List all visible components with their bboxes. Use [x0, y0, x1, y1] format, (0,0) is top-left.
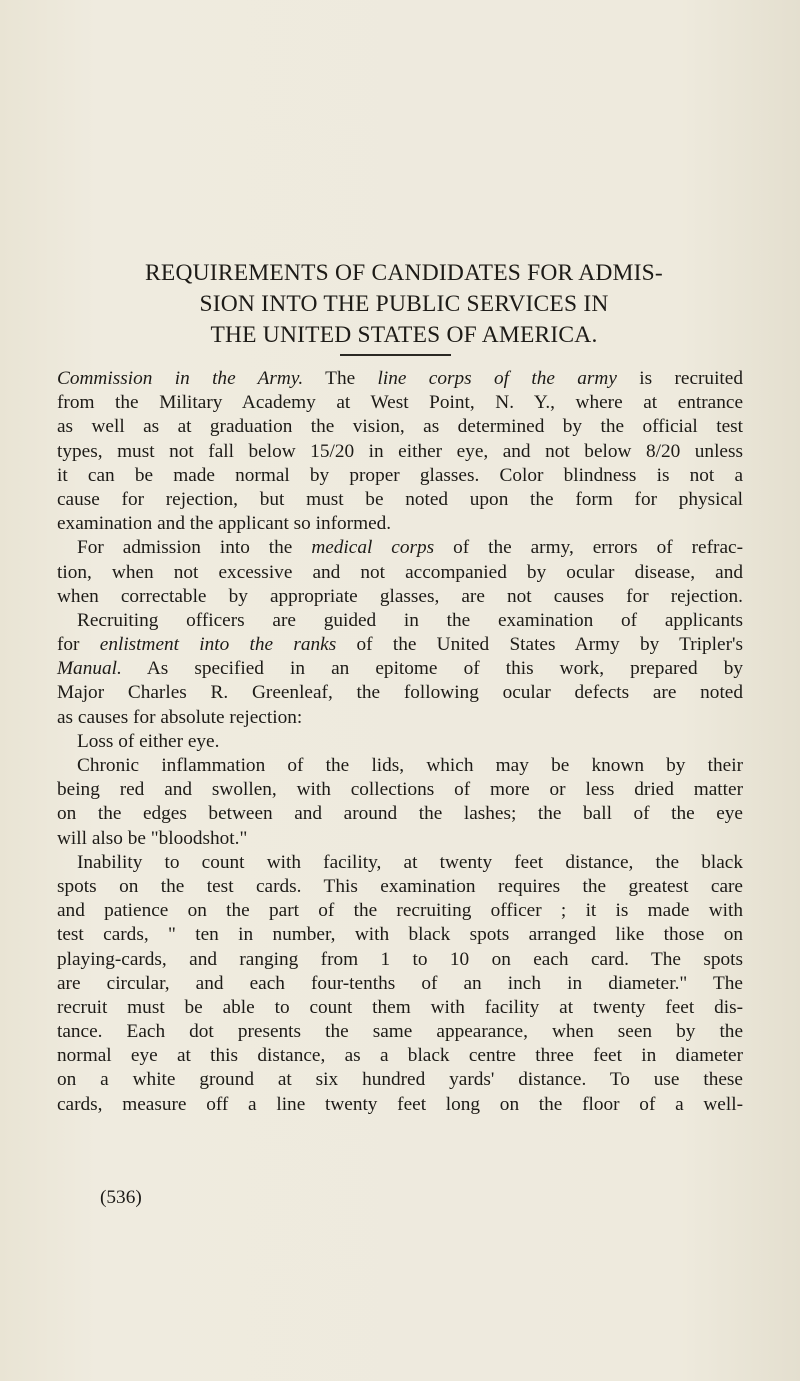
text-line: cause for rejection, but must be noted upon the form for physical — [57, 488, 743, 510]
title-line-2: SION INTO THE PUBLIC SERVICES IN — [199, 291, 609, 317]
text-line: Commission in the Army. The line corps of the army is recruited — [57, 368, 743, 389]
text-line: being red and swollen, with collections of more or less dried matter — [57, 779, 743, 801]
text-line: Major Charles R. Greenleaf, the following ocular defects are noted — [57, 682, 743, 704]
text-line: on the edges between and around the lashes; the ball of the eye — [57, 803, 743, 825]
text-line: are circular, and each four-tenths of an inch in diameter." The — [57, 972, 743, 994]
text-line: recruit must be able to count them with facility at twenty feet dis- — [57, 996, 743, 1018]
text-line: for enlistment into the ranks of the United States Army by Tripler's — [57, 634, 743, 656]
text-line: when correctable by appropriate glasses, are not causes for rejection. — [57, 585, 743, 607]
text-line: and patience on the part of the recruiting officer ; it is made with — [57, 900, 743, 922]
title-line-3: THE UNITED STATES OF AMERICA. — [210, 322, 598, 348]
text-line: types, must not fall below 15/20 in either eye, and not below 8/20 unless — [57, 440, 743, 462]
text-line: cards, measure off a line twenty feet long on the floor of a well- — [57, 1093, 743, 1115]
text-line: will also be "bloodshot." — [57, 827, 248, 849]
page-title — [58, 258, 750, 351]
text-line: Inability to count with facility, at twenty feet distance, the black — [77, 851, 743, 873]
body-text — [57, 367, 743, 1117]
text-line: on a white ground at six hundred yards' distance. To use these — [57, 1069, 743, 1091]
text-line: as causes for absolute rejection: — [57, 706, 303, 728]
text-line: playing-cards, and ranging from 1 to 10 on each card. The spots — [57, 948, 743, 970]
text-line: tance. Each dot presents the same appearance, when seen by the — [57, 1021, 743, 1043]
text-line: tion, when not excessive and not accompanied by ocular disease, and — [57, 561, 743, 583]
text-line: examination and the applicant so informed. — [57, 513, 392, 535]
text-line: Loss of either eye. — [77, 730, 220, 752]
text-line: as well as at graduation the vision, as determined by the official test — [57, 416, 743, 438]
text-line: from the Military Academy at West Point, N. Y., where at entrance — [57, 392, 743, 414]
title-divider — [340, 354, 451, 356]
text-line: test cards, " ten in number, with black spots arranged like those on — [57, 924, 743, 946]
text-line: spots on the test cards. This examination requires the greatest care — [57, 875, 743, 897]
text-line: Chronic inflammation of the lids, which may be known by their — [77, 755, 743, 776]
text-line: For admission into the medical corps of the army, errors of refrac- — [77, 537, 743, 559]
text-line: it can be made normal by proper glasses. Color blindness is not a — [57, 464, 743, 486]
page-number: (536) — [100, 1187, 142, 1208]
text-line: normal eye at this distance, as a black centre three feet in diameter — [57, 1045, 743, 1067]
text-line: Manual. As specified in an epitome of this work, prepared by — [57, 658, 743, 680]
title-line-1: REQUIREMENTS OF CANDIDATES FOR ADMIS- — [145, 260, 663, 286]
text-line: Recruiting officers are guided in the examination of applicants — [77, 609, 743, 631]
